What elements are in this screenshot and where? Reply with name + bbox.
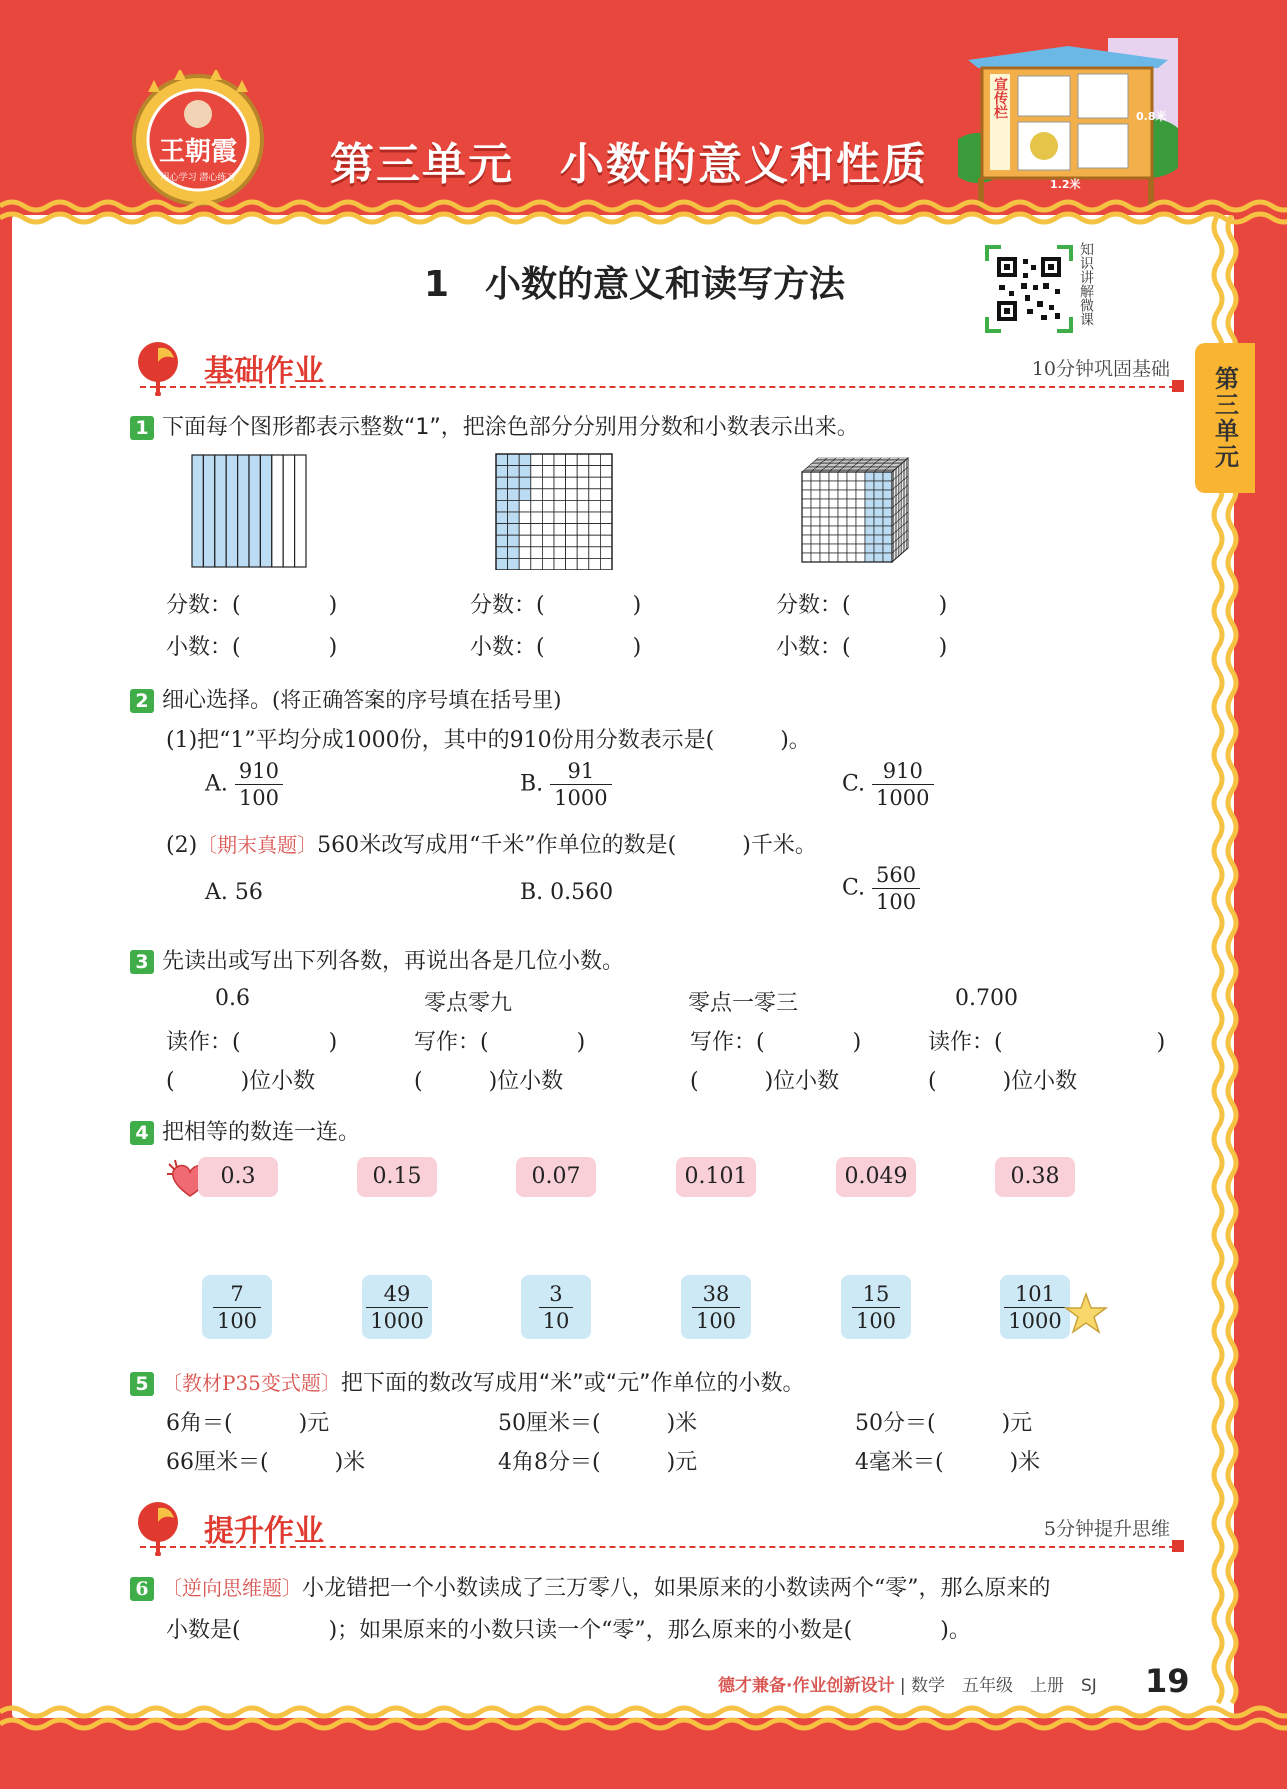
q3-digits-4[interactable]: ( )位小数 (928, 1069, 1078, 1094)
decimal-card-5[interactable]: 0.049 (836, 1157, 916, 1197)
question-5 (130, 1366, 805, 1397)
q3-digits-3[interactable]: ( )位小数 (690, 1069, 840, 1094)
section-name: 提升作业 (204, 1514, 324, 1549)
grid-cell (496, 512, 508, 524)
grid-cell (531, 500, 543, 512)
grid-cell (554, 535, 566, 547)
grid-cell (589, 524, 601, 536)
grid-cell (554, 454, 566, 466)
grid-cell (508, 477, 520, 489)
q2-p2-option-c[interactable]: C. $\frac{560}{100}$ (842, 862, 920, 915)
strip-cell (203, 455, 214, 567)
section-time-note: 10分钟巩固基础 (1031, 358, 1170, 380)
strip-cell (238, 455, 249, 567)
qr-code-icon[interactable] (985, 245, 1073, 333)
strip-cell (260, 455, 271, 567)
grid-cell (508, 512, 520, 524)
grid-cell (508, 489, 520, 501)
grid-cell (508, 454, 520, 466)
logo-name: 王朝霞 (158, 137, 238, 167)
grid-cell (554, 524, 566, 536)
fraction-blank-3[interactable]: 分数：( ) (776, 593, 948, 618)
fraction-card-1[interactable]: $\frac{7}{100}$ (202, 1275, 272, 1339)
side-tab-label: 第三单元 (1210, 366, 1239, 470)
grid-cell (519, 489, 531, 501)
qr-label: 知识讲解微课 (1078, 242, 1094, 326)
grid-cell (577, 512, 589, 524)
grid-cell (600, 524, 612, 536)
grid-cell (531, 524, 543, 536)
grid-cell (508, 524, 520, 536)
q3-digits-2[interactable]: ( )位小数 (414, 1069, 564, 1094)
grid-cell (600, 466, 612, 478)
question-3 (130, 944, 624, 975)
footer-subject: 数学 五年级 上册 SJ (911, 1676, 1097, 1696)
grid-cell (566, 466, 578, 478)
question-number: 2 (130, 689, 154, 713)
grid-cell (600, 547, 612, 559)
grid-cell (508, 500, 520, 512)
q3-action-1[interactable]: 读作：( ) (166, 1030, 338, 1055)
q5-item-3[interactable]: 50分＝( )元 (855, 1411, 1033, 1436)
strip-cell (192, 455, 203, 567)
footer: 德才兼备·作业创新设计 | 数学 五年级 上册 SJ (718, 1676, 1097, 1696)
q2-option-c[interactable]: C. $\frac{910}{1000}$ (842, 758, 934, 811)
reverse-thinking-tag: 〔逆向思维题〕 (162, 1576, 302, 1600)
question-text: 下面每个图形都表示整数“1”，把涂色部分分别用分数和小数表示出来。 (162, 415, 859, 440)
decorative-wave-bottom (0, 1700, 1287, 1734)
q2-part2-text: (2)〔期末真题〕560米改写成用“千米”作单位的数是( )千米。 (166, 833, 817, 858)
grid-cell (508, 535, 520, 547)
grid-cell (554, 477, 566, 489)
grid-cell (566, 535, 578, 547)
question-1 (130, 410, 859, 441)
grid-cell (566, 512, 578, 524)
figure-grid-100 (494, 452, 614, 570)
grid-cell (508, 547, 520, 559)
fraction-blank-2[interactable]: 分数：( ) (470, 593, 642, 618)
decimal-card-6[interactable]: 0.38 (995, 1157, 1075, 1197)
grid-cell (589, 477, 601, 489)
grid-cell (600, 489, 612, 501)
cube-front-face (802, 472, 892, 562)
grid-cell (577, 489, 589, 501)
grid-cell (577, 500, 589, 512)
question-number: 6 (130, 1577, 154, 1601)
grid-cell (496, 454, 508, 466)
grid-cell (589, 547, 601, 559)
grid-cell (577, 477, 589, 489)
question-4 (130, 1115, 360, 1146)
grid-cell (589, 500, 601, 512)
section-basic-homework (130, 336, 1170, 396)
bulletin-board-illustration (958, 38, 1178, 208)
grid-cell (519, 500, 531, 512)
question-number: 5 (130, 1372, 154, 1396)
q2-part1-text: (1)把“1”平均分成1000份，其中的910份用分数表示是( )。 (166, 728, 811, 753)
grid-cell (519, 547, 531, 559)
grid-cell (531, 512, 543, 524)
q5-item-5[interactable]: 4角8分＝( )元 (498, 1450, 698, 1475)
q5-item-6[interactable]: 4毫米＝( )米 (855, 1450, 1041, 1475)
grid-cell (566, 477, 578, 489)
star-icon (1062, 1290, 1110, 1338)
grid-cell (496, 535, 508, 547)
question-number: 3 (130, 950, 154, 974)
decimal-blank-2[interactable]: 小数：( ) (470, 635, 642, 660)
footer-brand: 德才兼备·作业创新设计 (718, 1676, 895, 1696)
decimal-card-3[interactable]: 0.07 (516, 1157, 596, 1197)
question-2 (130, 683, 561, 714)
question-text: 小龙错把一个小数读成了三万零八，如果原来的小数读两个“零”，那么原来的 (302, 1576, 1051, 1601)
fraction-card-6[interactable]: $\frac{101}{1000}$ (1000, 1275, 1070, 1339)
q3-action-3[interactable]: 写作：( ) (690, 1030, 862, 1055)
grid-cell (496, 466, 508, 478)
grid-cell (554, 500, 566, 512)
grid-cell (600, 535, 612, 547)
grid-cell (600, 500, 612, 512)
strip-cell (283, 455, 294, 567)
grid-cell (589, 558, 601, 570)
grid-cell (589, 454, 601, 466)
logo-slogan: 用心学习 潜心练习 (160, 173, 236, 183)
grid-cell (542, 477, 554, 489)
grid-cell (542, 512, 554, 524)
grid-cell (531, 535, 543, 547)
grid-cell (554, 558, 566, 570)
grid-cell (519, 466, 531, 478)
grid-cell (542, 454, 554, 466)
grid-cell (531, 547, 543, 559)
grid-cell (577, 547, 589, 559)
grid-cell (542, 524, 554, 536)
fraction-card-3[interactable]: $\frac{3}{10}$ (521, 1275, 591, 1339)
q5-item-1[interactable]: 6角＝( )元 (166, 1411, 330, 1436)
strip-cell (226, 455, 237, 567)
grid-cell (589, 512, 601, 524)
grid-cell (554, 489, 566, 501)
board-height: 0.8米 (1136, 110, 1167, 123)
q2-p2-option-a[interactable]: A. 56 (205, 880, 263, 905)
question-6 (130, 1571, 1051, 1602)
decimal-card-2[interactable]: 0.15 (357, 1157, 437, 1197)
q3-value-4: 0.700 (955, 986, 1018, 1011)
grid-cell (554, 466, 566, 478)
grid-cell (566, 547, 578, 559)
unit-title: 第三单元 小数的意义和性质 (330, 139, 928, 190)
strip-cell (295, 455, 306, 567)
grid-cell (600, 454, 612, 466)
section-advanced-homework (130, 1496, 1170, 1556)
grid-cell (531, 489, 543, 501)
fraction-card-2[interactable]: $\frac{49}{1000}$ (362, 1275, 432, 1339)
grid-cell (496, 547, 508, 559)
grid-cell (600, 558, 612, 570)
cube-right-face (892, 458, 908, 562)
q3-value-1: 0.6 (215, 986, 250, 1011)
lesson-title: 1 小数的意义和读写方法 (424, 264, 846, 305)
unit-side-tab[interactable] (1195, 343, 1255, 493)
question-text: 细心选择。 (162, 688, 273, 713)
q3-value-3: 零点一零三 (688, 991, 799, 1016)
grid-cell (542, 547, 554, 559)
q3-value-2: 零点零九 (424, 991, 513, 1016)
grid-cell (531, 466, 543, 478)
grid-cell (531, 477, 543, 489)
decimal-card-4[interactable]: 0.101 (676, 1157, 756, 1197)
grid-cell (508, 466, 520, 478)
section-time-note: 5分钟提升思维 (1043, 1518, 1170, 1540)
grid-cell (589, 466, 601, 478)
question-text: 先读出或写出下列各数，再说出各是几位小数。 (162, 949, 625, 974)
grid-cell (542, 535, 554, 547)
grid-cell (589, 535, 601, 547)
decimal-blank-1[interactable]: 小数：( ) (166, 635, 338, 660)
grid-cell (519, 524, 531, 536)
grid-cell (519, 454, 531, 466)
fraction-blank-1[interactable]: 分数：( ) (166, 593, 338, 618)
cube-top-face (802, 458, 908, 472)
grid-cell (566, 489, 578, 501)
grid-cell (496, 477, 508, 489)
q5-item-4[interactable]: 66厘米＝( )米 (166, 1450, 366, 1475)
grid-cell (508, 558, 520, 570)
grid-cell (542, 500, 554, 512)
figure-cube-1000 (800, 452, 918, 570)
question-number: 4 (130, 1121, 154, 1145)
strip-cell (215, 455, 226, 567)
section-name: 基础作业 (204, 354, 324, 389)
grid-cell (566, 558, 578, 570)
grid-cell (496, 524, 508, 536)
decimal-card-1[interactable]: 0.3 (198, 1157, 278, 1197)
q3-digits-1[interactable]: ( )位小数 (166, 1069, 316, 1094)
grid-cell (577, 524, 589, 536)
strip-cell (249, 455, 260, 567)
exam-tag: 〔期末真题〕 (197, 833, 318, 857)
q2-option-a[interactable]: A. $\frac{910}{100}$ (205, 758, 283, 811)
grid-cell (600, 477, 612, 489)
grid-cell (542, 558, 554, 570)
fraction-card-5[interactable]: $\frac{15}{100}$ (841, 1275, 911, 1339)
grid-cell (577, 454, 589, 466)
fraction-card-4[interactable]: $\frac{38}{100}$ (681, 1275, 751, 1339)
grid-cell (589, 489, 601, 501)
grid-cell (531, 454, 543, 466)
grid-cell (542, 489, 554, 501)
question-hint: (将正确答案的序号填在括号里) (272, 688, 562, 712)
grid-cell (554, 512, 566, 524)
q3-action-4[interactable]: 读作：( ) (928, 1030, 1166, 1055)
grid-cell (554, 547, 566, 559)
question-number: 1 (130, 416, 154, 440)
grid-cell (496, 500, 508, 512)
strip-cell (272, 455, 283, 567)
q6-line2[interactable]: 小数是( )；如果原来的小数只读一个“零”，那么原来的小数是( )。 (166, 1618, 971, 1643)
board-label: 宣传栏 (992, 77, 1008, 119)
grid-cell (566, 524, 578, 536)
grid-cell (519, 535, 531, 547)
grid-cell (519, 512, 531, 524)
grid-cell (566, 454, 578, 466)
grid-cell (519, 558, 531, 570)
grid-cell (496, 558, 508, 570)
q5-item-2[interactable]: 50厘米＝( )米 (498, 1411, 698, 1436)
grid-cell (577, 466, 589, 478)
question-text: 把相等的数连一连。 (162, 1120, 361, 1145)
decorative-wave-top (0, 196, 1287, 230)
grid-cell (577, 558, 589, 570)
grid-cell (542, 466, 554, 478)
grid-cell (566, 500, 578, 512)
page-number: 19 (1145, 1662, 1190, 1700)
board-width: 1.2米 (1050, 178, 1081, 191)
brand-logo (128, 70, 268, 210)
q2-option-b[interactable]: B. $\frac{91}{1000}$ (520, 758, 612, 811)
figure-strips (190, 453, 308, 569)
grid-cell (496, 489, 508, 501)
q3-action-2[interactable]: 写作：( ) (414, 1030, 586, 1055)
grid-cell (519, 477, 531, 489)
textbook-tag: 〔教材P35变式题〕 (162, 1371, 341, 1395)
question-text: 把下面的数改写成用“米”或“元”作单位的小数。 (340, 1371, 805, 1396)
grid-cell (577, 535, 589, 547)
grid-cell (600, 512, 612, 524)
grid-cell (531, 558, 543, 570)
decimal-blank-3[interactable]: 小数：( ) (776, 635, 948, 660)
q2-p2-option-b[interactable]: B. 0.560 (520, 880, 614, 905)
